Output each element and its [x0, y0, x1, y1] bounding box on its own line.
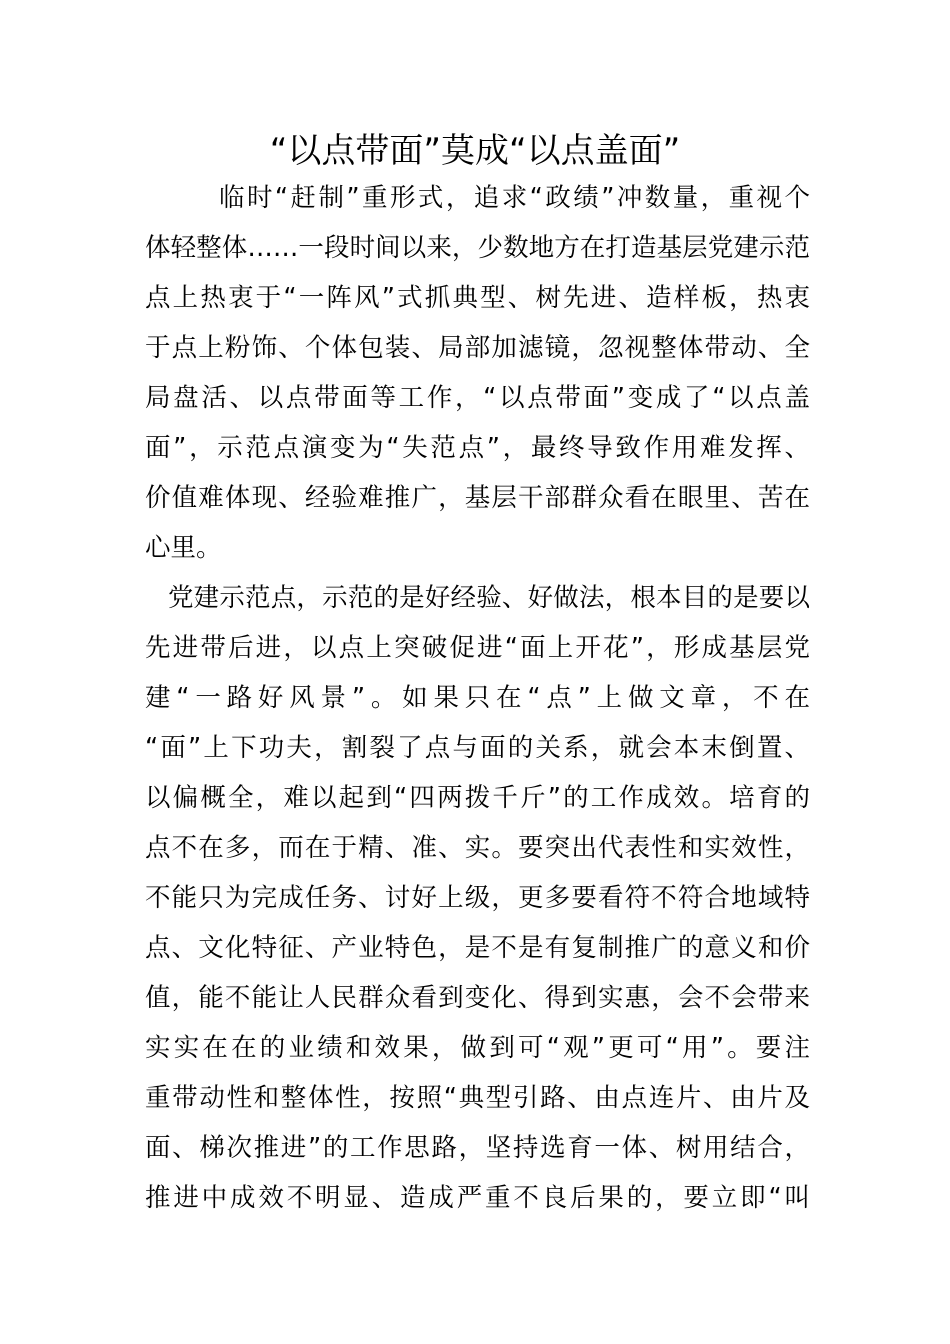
paragraph-2-line-6: 点不在多，而在于精、准、实。要突出代表性和实效性， [145, 833, 810, 863]
paragraph-1-line-8: 心里。 [145, 533, 222, 563]
paragraph-1-line-1: 临时“赶制”重形式，追求“政绩”冲数量，重视个 [219, 183, 810, 213]
paragraph-1-line-6: 面”，示范点演变为“失范点”，最终导致作用难发挥、 [145, 433, 810, 463]
paragraph-2-line-4: “面”上下功夫，割裂了点与面的关系，就会本末倒置、 [145, 733, 810, 763]
paragraph-2-line-12: 面、梯次推进”的工作思路，坚持选育一体、树用结合， [145, 1133, 810, 1163]
paragraph-1-line-3: 点上热衷于“一阵风”式抓典型、树先进、造样板，热衷 [145, 283, 810, 313]
paragraph-2-line-2: 先进带后进，以点上突破促进“面上开花”，形成基层党 [145, 633, 810, 663]
document-title: “以点带面”莫成“以点盖面” [269, 131, 681, 171]
paragraph-2-line-3: 建“一路好风景”。如果只在“点”上做文章，不在 [145, 683, 810, 713]
paragraph-2-line-11: 重带动性和整体性，按照“典型引路、由点连片、由片及 [145, 1083, 810, 1113]
paragraph-1-line-7: 价值难体现、经验难推广，基层干部群众看在眼里、苦在 [145, 483, 810, 513]
paragraph-2-line-9: 值，能不能让人民群众看到变化、得到实惠，会不会带来 [145, 983, 810, 1013]
paragraph-2-line-7: 不能只为完成任务、讨好上级，更多要看符不符合地域特 [145, 883, 810, 913]
paragraph-1-line-5: 局盘活、以点带面等工作，“以点带面”变成了“以点盖 [145, 383, 810, 413]
paragraph-1-line-4: 于点上粉饰、个体包装、局部加滤镜，忽视整体带动、全 [145, 333, 810, 363]
paragraph-2-line-10: 实实在在的业绩和效果，做到可“观”更可“用”。要注 [145, 1033, 810, 1063]
paragraph-2-line-5: 以偏概全，难以起到“四两拨千斤”的工作成效。培育的 [145, 783, 810, 813]
paragraph-2-line-8: 点、文化特征、产业特色，是不是有复制推广的意义和价 [145, 933, 810, 963]
paragraph-2-line-1: 党建示范点，示范的是好经验、好做法，根本目的是要以 [168, 583, 810, 613]
paragraph-2-line-13: 推进中成效不明显、造成严重不良后果的，要立即“叫 [145, 1183, 810, 1213]
paragraph-1-line-2: 体轻整体……一段时间以来，少数地方在打造基层党建示范 [145, 233, 810, 263]
